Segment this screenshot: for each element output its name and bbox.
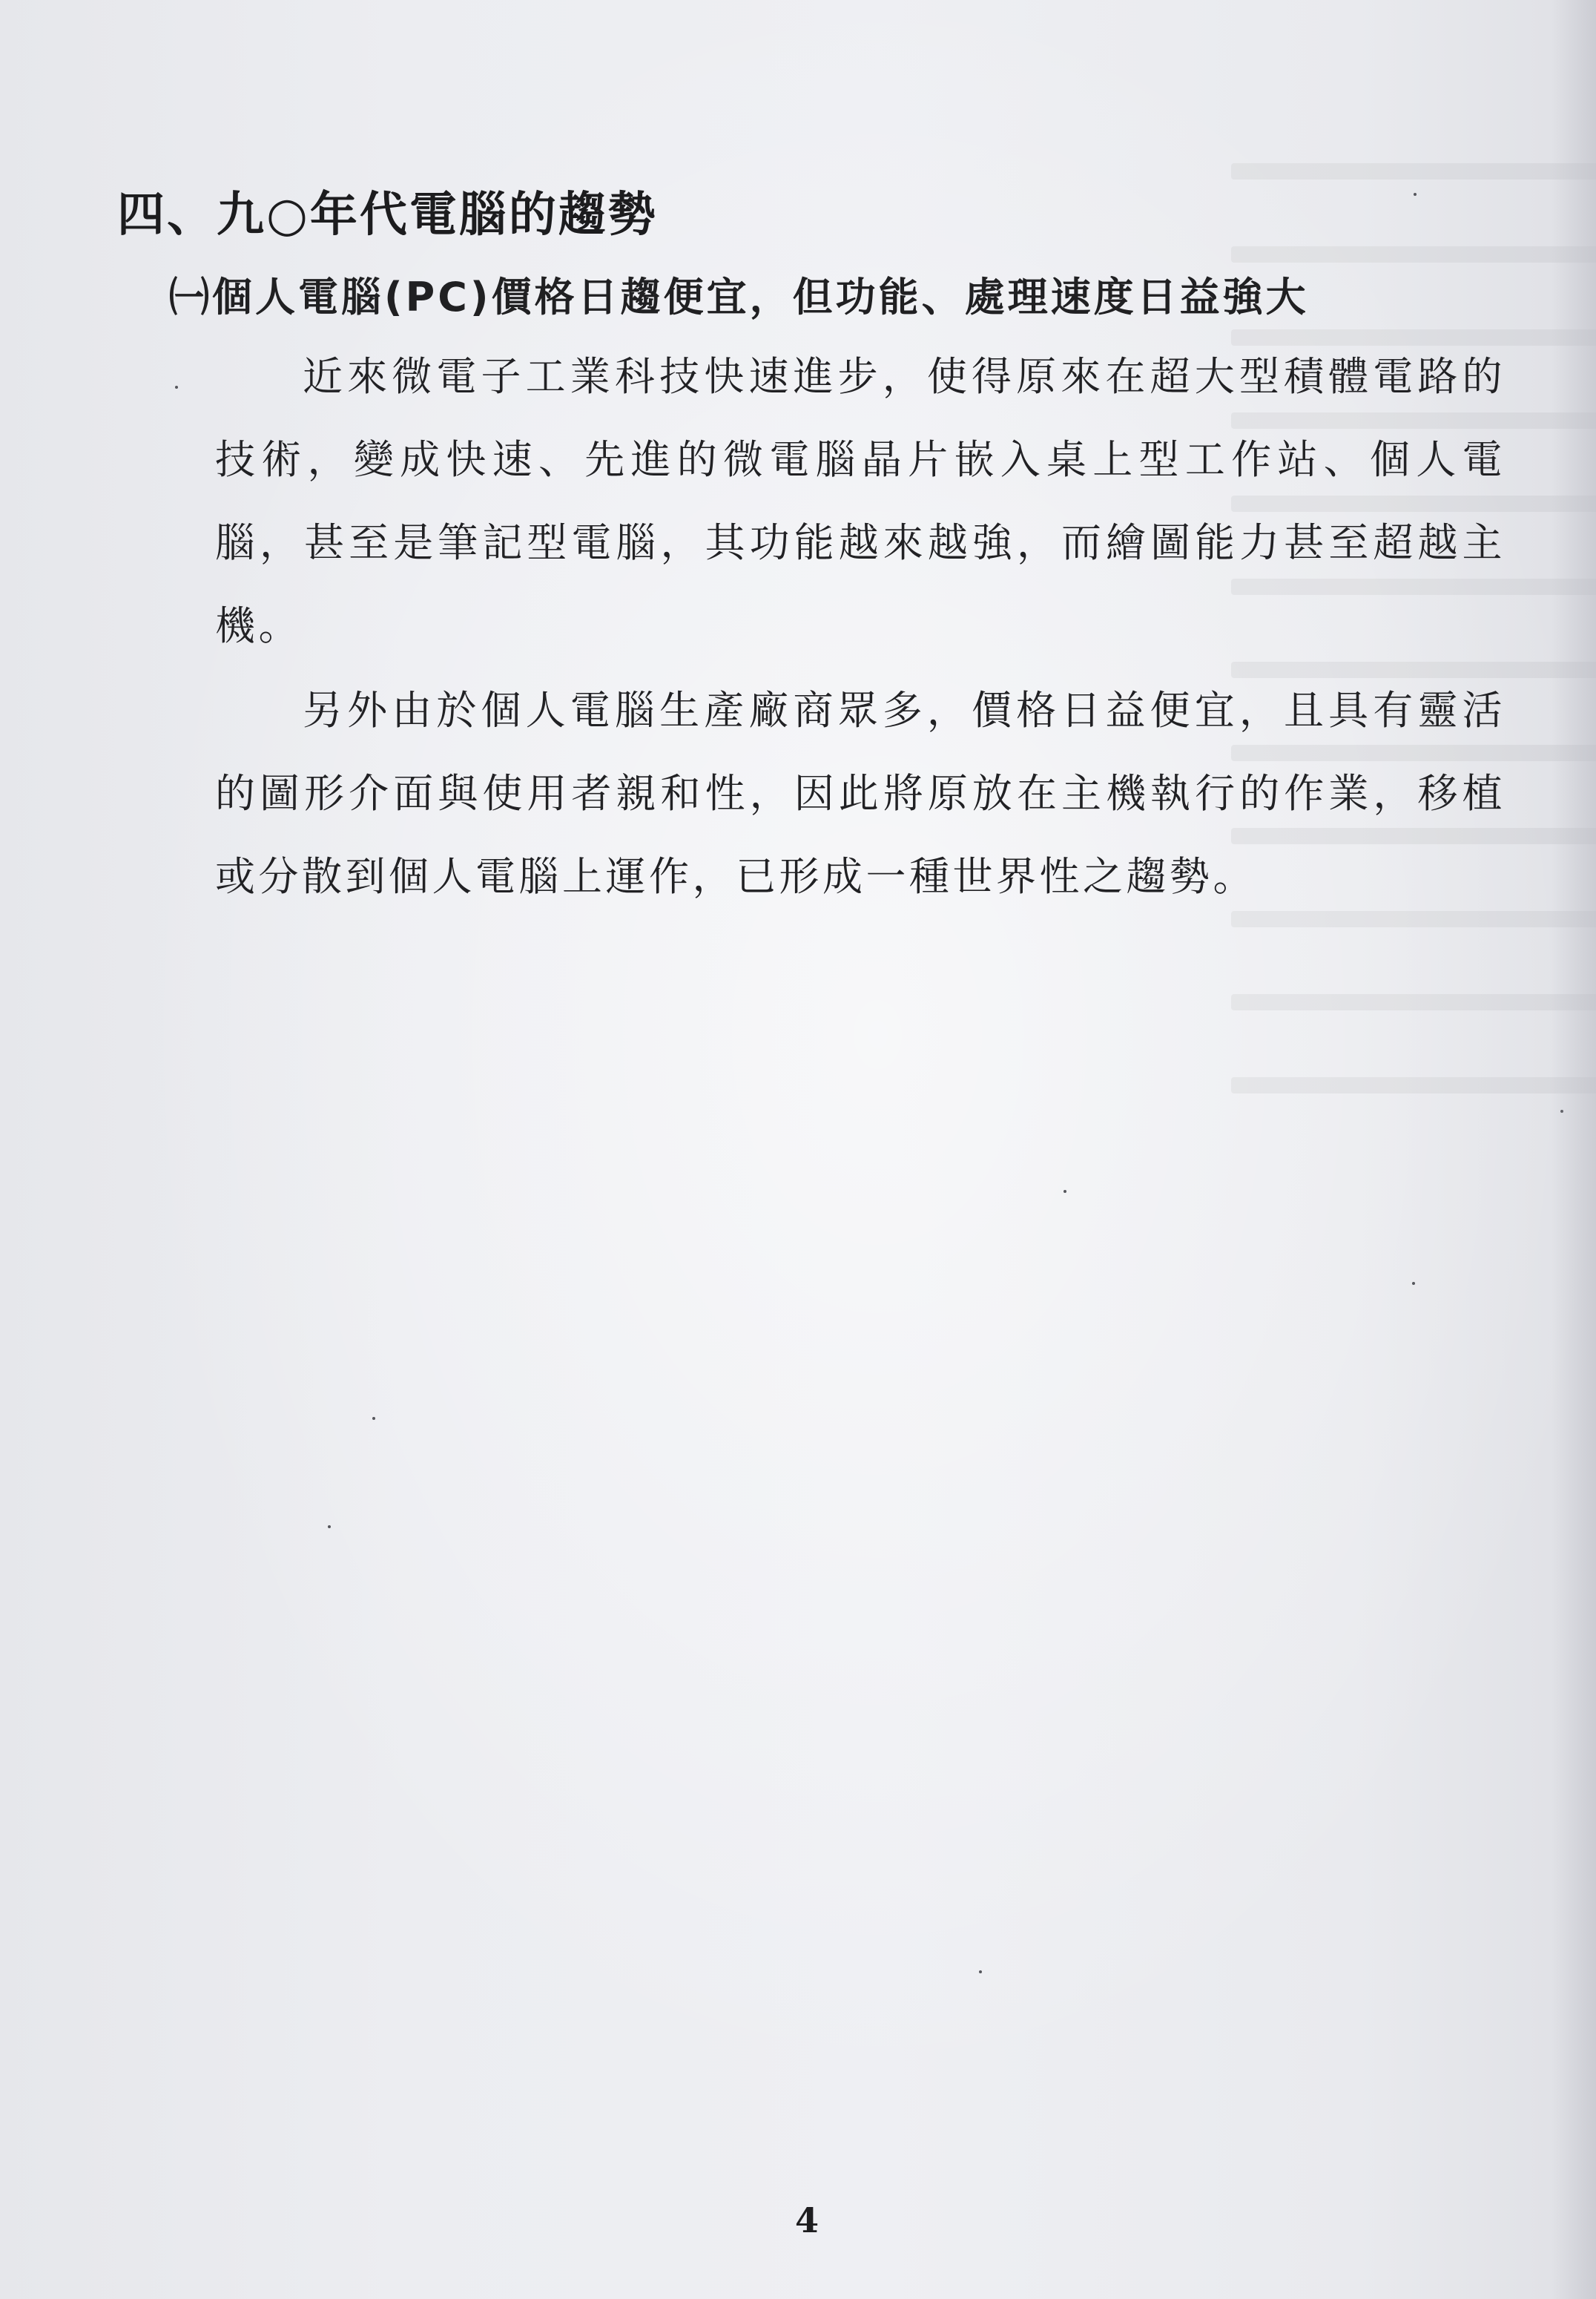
paper-speck — [328, 1525, 331, 1528]
paper-speck — [175, 386, 178, 389]
page-number: 4 — [794, 2200, 819, 2240]
paper-speck — [1560, 1110, 1563, 1113]
paper-speck — [979, 1970, 982, 1973]
subsection-heading: ㈠個人電腦(PC)價格日趨便宜，但功能、處理速度日益強大 — [169, 274, 1309, 320]
body-paragraph-2: 另外由於個人電腦生產廠商眾多，價格日益便宜，且具有靈活的圖形介面與使用者親和性，因此將原放在主機執行的作業，移植或分散到個人電腦上運作，已形成一種世界性之趨勢。 — [215, 687, 1506, 900]
paper-speck — [372, 1417, 375, 1420]
paper-speck — [1064, 1190, 1066, 1193]
paper-speck — [1414, 193, 1417, 196]
section-heading: 四、九○年代電腦的趨勢 — [117, 188, 658, 243]
body-paragraph-1: 近來微電子工業科技快速進步，使得原來在超大型積體電路的技術，變成快速、先進的微電腦晶片嵌入桌上型工作站、個人電腦，甚至是筆記型電腦，其功能越來越強，而繪圖能力甚至超越主機。 — [215, 353, 1506, 649]
paper-speck — [1412, 1282, 1415, 1285]
